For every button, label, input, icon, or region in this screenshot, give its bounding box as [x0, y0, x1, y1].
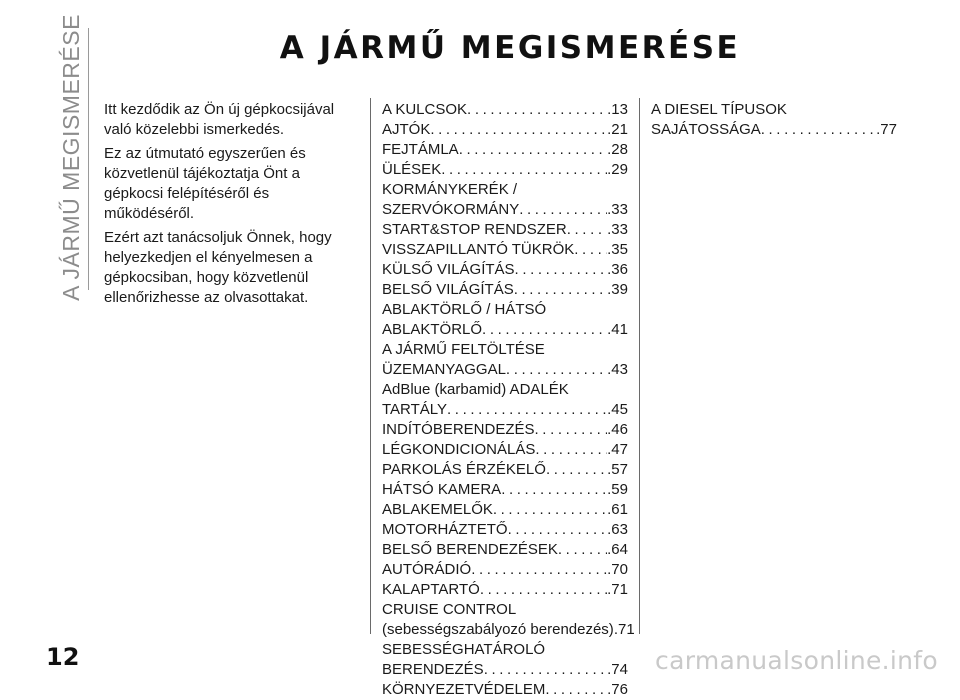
dot-leader [567, 220, 607, 240]
toc-entry[interactable] [382, 260, 628, 280]
column-divider [370, 98, 371, 634]
toc-entry-title: SZERVÓKORMÁNY [382, 201, 520, 218]
toc-entry[interactable] [382, 420, 628, 440]
toc-entry[interactable] [382, 460, 628, 480]
toc-entry-row [382, 280, 628, 300]
toc-page-number: .21 [607, 121, 628, 138]
toc-entry-title: PARKOLÁS ÉRZÉKELŐ [382, 461, 546, 478]
toc-page-number: .43 [607, 361, 628, 378]
side-section-tab [56, 13, 86, 301]
toc-page-number: .63 [607, 521, 628, 538]
toc-entry[interactable] [382, 240, 628, 260]
toc-entry-title: BELSŐ BERENDEZÉSEK [382, 541, 558, 558]
dot-leader [508, 520, 608, 540]
toc-page-number: .74 [607, 661, 628, 678]
intro-paragraph: Ez az útmutató egyszerűen és közvetlenül tájékoztatja Önt a gépkocsi felépítéséről és működéséről. [104, 145, 306, 222]
toc-entry[interactable] [382, 100, 628, 120]
toc-page-number: .61 [607, 501, 628, 518]
dot-leader [447, 400, 607, 420]
toc-entry[interactable] [382, 500, 628, 520]
toc-entry[interactable] [382, 560, 628, 580]
toc-page-number: .33 [607, 221, 628, 238]
side-divider [88, 28, 89, 290]
toc-page-number: .64 [607, 541, 628, 558]
toc-entry-row [382, 620, 635, 640]
toc-entry-title: A JÁRMŰ FELTÖLTÉSE [382, 341, 545, 358]
toc-entry[interactable] [382, 640, 628, 680]
toc-entry-title: HÁTSÓ KAMERA [382, 481, 502, 498]
column-divider [639, 98, 640, 634]
toc-entry[interactable] [382, 520, 628, 540]
toc-entry-row [382, 520, 628, 540]
toc-entry-row [382, 120, 628, 140]
toc-entry[interactable] [382, 540, 628, 560]
intro-text [104, 100, 356, 312]
dot-leader [441, 160, 607, 180]
toc-page-number: .71 [607, 581, 628, 598]
dot-leader [535, 420, 608, 440]
toc-page-number: .35 [607, 241, 628, 258]
toc-entry[interactable] [382, 600, 635, 640]
toc-page-number: .45 [607, 401, 628, 418]
toc-column-2 [651, 100, 897, 140]
toc-page-number: .46 [607, 421, 628, 438]
toc-entry[interactable] [382, 300, 628, 340]
toc-entry[interactable] [382, 440, 628, 460]
toc-entry-row [382, 160, 628, 180]
toc-entry-row [382, 100, 628, 120]
toc-entry-row [382, 240, 628, 260]
dot-leader [761, 120, 876, 140]
toc-entry[interactable] [382, 220, 628, 240]
dot-leader [501, 480, 607, 500]
intro-paragraph: Itt kezdődik az Ön új gépkocsijával való közelebbi ismerkedés. [104, 101, 335, 138]
toc-entry-title: INDÍTÓBERENDEZÉS [382, 421, 535, 438]
dot-leader [558, 540, 607, 560]
page-title: A JÁRMŰ MEGISMERÉSE [279, 30, 741, 66]
toc-entry-title: KALAPTARTÓ [382, 581, 480, 598]
toc-entry-title: TARTÁLY [382, 401, 448, 418]
toc-column-1 [382, 100, 635, 700]
toc-entry-row [382, 220, 628, 240]
toc-entry-title: ABLAKEMELŐK [382, 501, 493, 518]
toc-entry-title: VISSZAPILLANTÓ TÜKRÖK [382, 241, 575, 258]
toc-entry-row [382, 480, 628, 500]
toc-entry-title: ABLAKTÖRLŐ [382, 321, 483, 338]
dot-leader [482, 320, 607, 340]
toc-entry-title: SAJÁTOSSÁGA [651, 121, 761, 138]
toc-entry[interactable] [382, 380, 628, 420]
side-section-label: A JÁRMŰ MEGISMERÉSE [57, 13, 84, 301]
toc-entry[interactable] [651, 100, 897, 140]
toc-entry[interactable] [382, 120, 628, 140]
toc-page-number: .77 [876, 121, 897, 138]
toc-entry-title: KÜLSŐ VILÁGÍTÁS [382, 261, 515, 278]
toc-entry-row [651, 120, 897, 140]
toc-page-number: .76 [607, 681, 628, 698]
toc-entry-title: BELSŐ VILÁGÍTÁS [382, 281, 514, 298]
toc-entry-title: SEBESSÉGHATÁROLÓ [382, 641, 546, 658]
toc-entry-title: KORMÁNYKERÉK / [382, 181, 518, 198]
toc-entry-title: A KULCSOK [382, 101, 468, 118]
toc-entry-row [382, 400, 628, 420]
toc-entry[interactable] [382, 480, 628, 500]
dot-leader [515, 260, 608, 280]
dot-leader [535, 440, 607, 460]
intro-paragraph: Ezért azt tanácsoljuk Önnek, hogy helyezkedjen el kényelmesen a gépkocsiban, hogy közvetlenül ellenőrizhesse az olvasottakat. [104, 229, 332, 306]
dot-leader [484, 660, 607, 680]
toc-entry[interactable] [382, 580, 628, 600]
toc-page-number: .28 [607, 141, 628, 158]
toc-entry[interactable] [382, 180, 628, 220]
dot-leader [519, 200, 607, 220]
toc-entry-title: ÜLÉSEK [382, 161, 442, 178]
toc-entry-title: AdBlue (karbamid) ADALÉK [382, 381, 569, 398]
toc-entry-title: MOTORHÁZTETŐ [382, 521, 508, 538]
toc-entry-row [382, 660, 628, 680]
toc-entry-row [382, 360, 628, 380]
toc-entry-row [382, 540, 628, 560]
toc-entry-title: BERENDEZÉS [382, 661, 484, 678]
page-number: 12 [46, 643, 80, 671]
toc-entry-title: LÉGKONDICIONÁLÁS [382, 441, 536, 458]
toc-entry-title: A DIESEL TÍPUSOK [651, 101, 787, 118]
toc-page-number: .57 [607, 461, 628, 478]
toc-page-number: .71 [613, 621, 635, 638]
toc-entry-title: AUTÓRÁDIÓ [382, 561, 472, 578]
dot-leader [459, 140, 607, 160]
watermark: carmanualsonline.info [655, 646, 938, 675]
toc-page-number: .70 [607, 561, 628, 578]
toc-entry-row [382, 680, 628, 700]
toc-entry-title: START&STOP RENDSZER [382, 221, 567, 238]
toc-entry-row [382, 420, 628, 440]
toc-entry-title: CRUISE CONTROL [382, 601, 517, 618]
toc-entry-title: KÖRNYEZETVÉDELEM [382, 681, 546, 698]
dot-leader [506, 360, 607, 380]
dot-leader [514, 280, 607, 300]
toc-entry-row [382, 140, 628, 160]
toc-entry-title: ÜZEMANYAGGAL [382, 361, 506, 378]
toc-entry-row [382, 260, 628, 280]
toc-entry[interactable] [382, 280, 628, 300]
dot-leader [545, 680, 607, 700]
dot-leader [574, 240, 607, 260]
toc-entry[interactable] [382, 680, 628, 700]
toc-entry[interactable] [382, 140, 628, 160]
toc-page-number: .29 [607, 161, 628, 178]
toc-entry-row [382, 460, 628, 480]
toc-entry-row [382, 320, 628, 340]
dot-leader [471, 560, 607, 580]
toc-entry-title: ABLAKTÖRLŐ / HÁTSÓ [382, 301, 547, 318]
dot-leader [430, 120, 607, 140]
toc-page-number: .59 [607, 481, 628, 498]
dot-leader [467, 100, 607, 120]
toc-entry-title: AJTÓK [382, 121, 431, 138]
toc-entry-row [382, 560, 628, 580]
toc-entry-row [382, 200, 628, 220]
toc-entry[interactable] [382, 340, 628, 380]
toc-page-number: .33 [607, 201, 628, 218]
dot-leader [480, 580, 607, 600]
toc-entry[interactable] [382, 160, 628, 180]
toc-page-number: .47 [607, 441, 628, 458]
toc-page-number: .41 [607, 321, 628, 338]
toc-entry-title: (sebességszabályozó berendezés) [382, 621, 614, 638]
toc-page-number: .39 [607, 281, 628, 298]
dot-leader [493, 500, 607, 520]
toc-entry-row [382, 580, 628, 600]
toc-page-number: .36 [607, 261, 628, 278]
toc-entry-row [382, 440, 628, 460]
toc-page-number: .13 [607, 101, 628, 118]
toc-entry-row [382, 500, 628, 520]
toc-entry-title: FEJTÁMLA [382, 141, 459, 158]
dot-leader [546, 460, 607, 480]
